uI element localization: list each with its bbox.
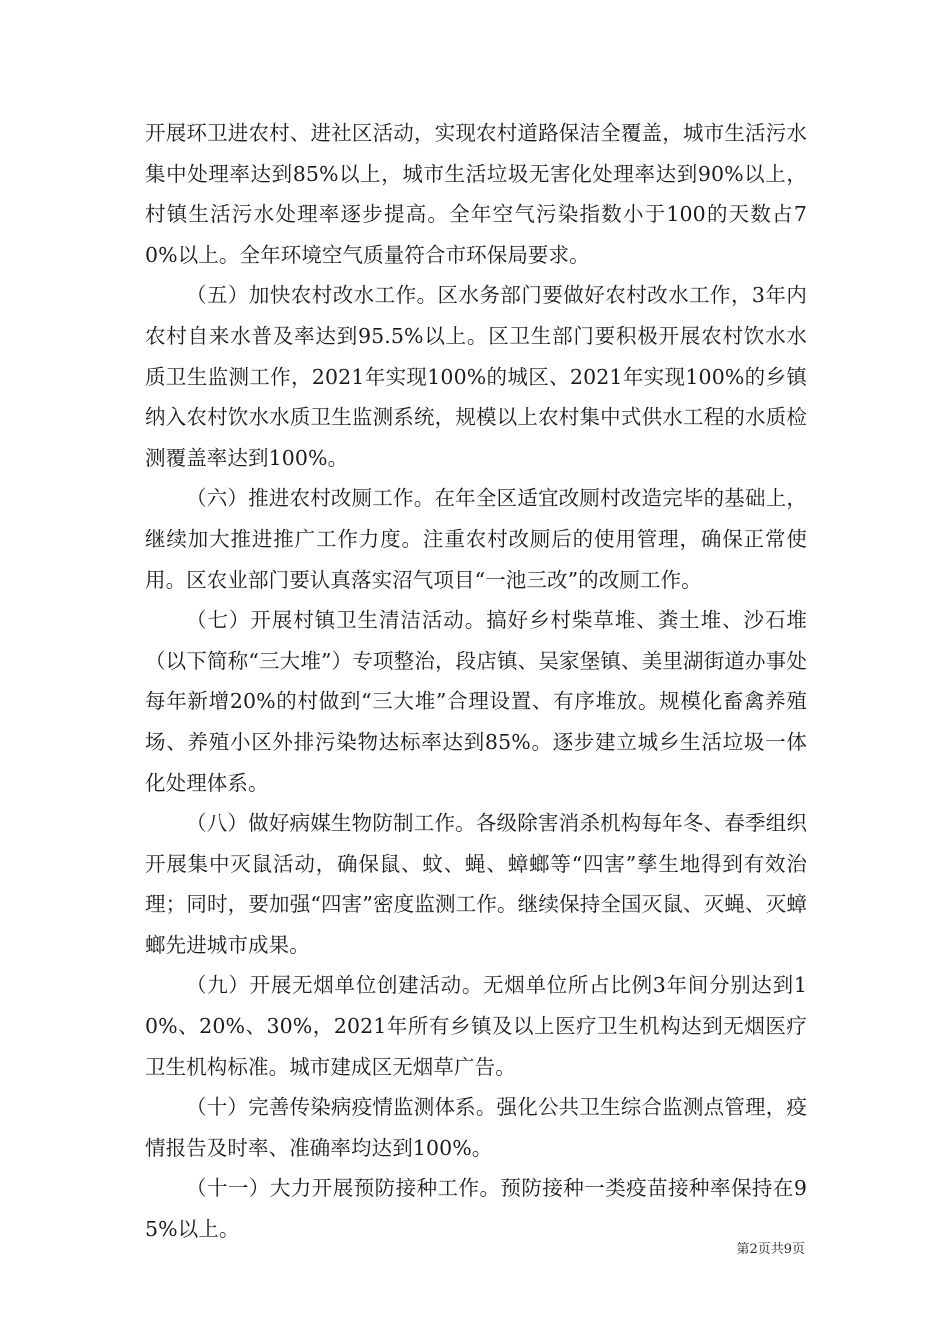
page-number-footer: 第2页共9页 — [736, 1242, 805, 1257]
paragraph-disease-monitoring: （十）完善传染病疫情监测体系。强化公共卫生综合监测点管理，疫情报告及时率、准确率均达到100%。 — [145, 1095, 807, 1160]
paragraph-water-improvement: （五）加快农村改水工作。区水务部门要做好农村改水工作，3年内农村自来水普及率达到95.5%以上。区卫生部门要积极开展农村饮水水质卫生监测工作，2021年实现100%的城区、2021年实现100%的乡镇纳入农村饮水水质卫生监测系统，规模以上农村集中式供水工程的水质检测覆盖率达到100%。 — [145, 283, 807, 470]
paragraph-toilet-improvement: （六）推进农村改厕工作。在年全区适宜改厕村改造完毕的基础上，继续加大推进推广工作力度。注重农村改厕后的使用管理，确保正常使用。区农业部门要认真落实沼气项目“一池三改”的改厕工作。 — [145, 486, 807, 592]
paragraph-environmental-sanitation: 开展环卫进农村、进社区活动，实现农村道路保洁全覆盖，城市生活污水集中处理率达到85%以上，城市生活垃圾无害化处理率达到90%以上，村镇生活污水处理率逐步提高。全年空气污染指数小于100的天数占70%以上。全年环境空气质量符合市环保局要求。 — [145, 121, 807, 267]
paragraph-vaccination: （十一）大力开展预防接种工作。预防接种一类疫苗接种率保持在95%以上。 — [145, 1176, 807, 1242]
paragraph-smoke-free-units: （九）开展无烟单位创建活动。无烟单位所占比例3年间分别达到10%、20%、30%，2021年所有乡镇及以上医疗卫生机构达到无烟医疗卫生机构标准。城市建成区无烟草广告。 — [145, 973, 807, 1079]
paragraph-vector-control: （八）做好病媒生物防制工作。各级除害消杀机构每年冬、春季组织开展集中灭鼠活动，确保鼠、蚊、蝇、蟑螂等“四害”孳生地得到有效治理；同时，要加强“四害”密度监测工作。继续保持全国灭鼠、灭蝇、灭蟑螂先进城市成果。 — [145, 811, 807, 957]
paragraph-village-cleaning: （七）开展村镇卫生清洁活动。搞好乡村柴草堆、粪土堆、沙石堆（以下简称“三大堆”）专项整治，段店镇、吴家堡镇、美里湖街道办事处每年新增20%的村做到“三大堆”合理设置、有序堆放。规模化畜禽养殖场、养殖小区外排污染物达标率达到85%。逐步建立城乡生活垃圾一体化处理体系。 — [145, 608, 807, 795]
document-body — [145, 113, 807, 1250]
